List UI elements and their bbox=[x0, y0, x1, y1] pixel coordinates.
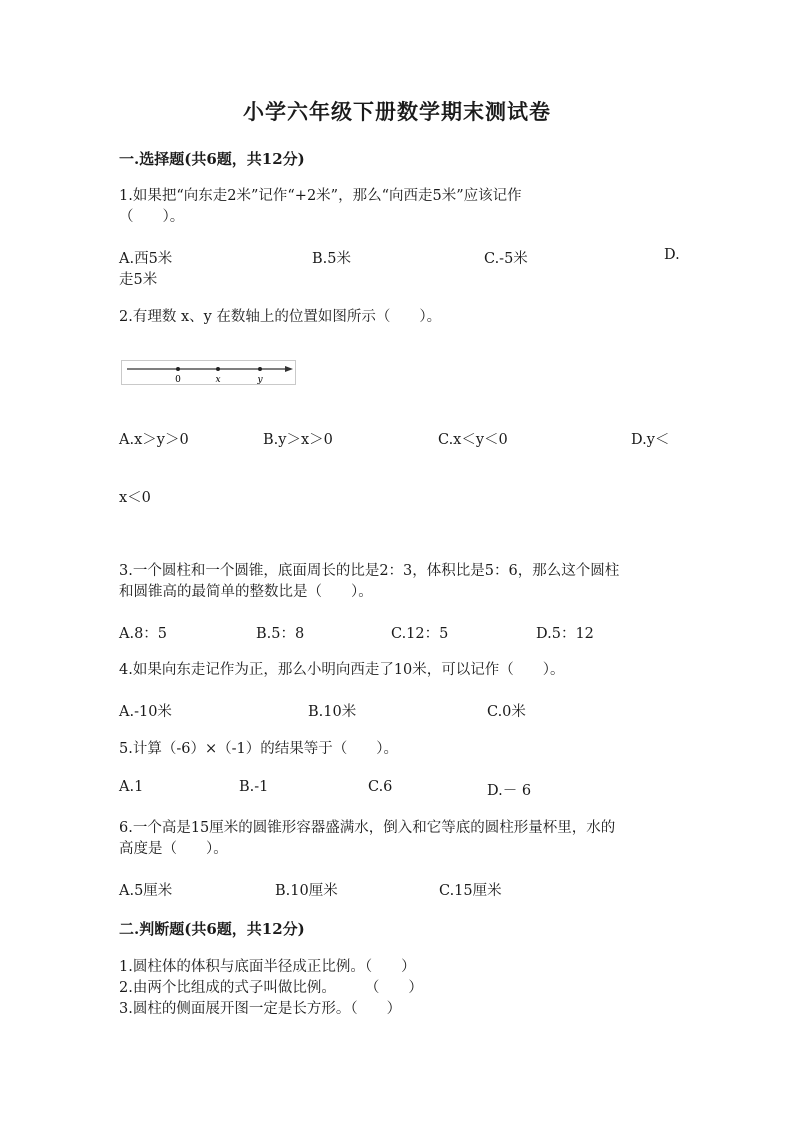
q1-option-d-continued: 走5米 bbox=[119, 272, 158, 288]
point-zero bbox=[176, 367, 180, 371]
judgement-item-3: 3.圆柱的侧面展开图一定是长方形。（ ） bbox=[119, 1001, 402, 1017]
question-3-line-2: 和圆锥高的最简单的整数比是（ ）。 bbox=[119, 584, 373, 600]
q5-option-a: A.1 bbox=[119, 779, 144, 795]
question-1-line-1: 1.如果把“向东走2米”记作“+2米”，那么“向西走5米”应该记作 bbox=[119, 188, 522, 204]
q1-option-a: A.西5米 bbox=[119, 251, 173, 267]
arrow-head-icon bbox=[285, 366, 293, 372]
q3-option-d: D.5：12 bbox=[536, 626, 594, 642]
q4-option-b: B.10米 bbox=[308, 704, 357, 720]
q4-option-a: A.-10米 bbox=[119, 704, 172, 720]
question-5-text: 5.计算（-6）×（-1）的结果等于（ ）。 bbox=[119, 741, 398, 757]
section-2-heading: 二.判断题(共6题，共12分) bbox=[119, 920, 305, 938]
question-1-line-2: （ ）。 bbox=[119, 209, 185, 225]
label-x: x bbox=[215, 375, 221, 385]
q1-option-b: B.5米 bbox=[312, 251, 351, 267]
q1-option-d: D. bbox=[664, 247, 680, 263]
question-6-line-2: 高度是（ ）。 bbox=[119, 841, 228, 857]
judgement-item-2: 2.由两个比组成的式子叫做比例。 （ ） bbox=[119, 980, 423, 996]
q6-option-a: A.5厘米 bbox=[119, 883, 173, 899]
q2-option-d: D.y＜ bbox=[631, 432, 670, 448]
q3-option-c: C.12：5 bbox=[391, 626, 449, 642]
question-4-text: 4.如果向东走记作为正，那么小明向西走了10米，可以记作（ ）。 bbox=[119, 662, 565, 678]
q6-option-b: B.10厘米 bbox=[275, 883, 338, 899]
q5-option-c: C.6 bbox=[368, 779, 393, 795]
label-y: y bbox=[257, 375, 263, 385]
q2-option-b: B.y＞x＞0 bbox=[263, 432, 333, 448]
q1-option-c: C.-5米 bbox=[484, 251, 528, 267]
q6-option-c: C.15厘米 bbox=[439, 883, 502, 899]
q5-option-b: B.-1 bbox=[239, 779, 269, 795]
page-title: 小学六年级下册数学期末测试卷 bbox=[243, 99, 551, 124]
q5-option-d: D.－ 6 bbox=[487, 783, 532, 799]
judgement-item-1: 1.圆柱体的体积与底面半径成正比例。（ ） bbox=[119, 959, 416, 975]
section-1-heading: 一.选择题(共6题，共12分) bbox=[119, 150, 305, 168]
q3-option-a: A.8：5 bbox=[119, 626, 168, 642]
q2-option-d-continued: x＜0 bbox=[119, 490, 151, 506]
point-y bbox=[258, 367, 262, 371]
question-3-line-1: 3.一个圆柱和一个圆锥，底面周长的比是2：3，体积比是5：6，那么这个圆柱 bbox=[119, 563, 620, 579]
number-line-figure bbox=[121, 360, 297, 386]
point-x bbox=[216, 367, 220, 371]
label-zero: 0 bbox=[175, 375, 181, 385]
q2-option-a: A.x＞y＞0 bbox=[119, 432, 189, 448]
figure-frame bbox=[122, 361, 296, 385]
q2-option-c: C.x＜y＜0 bbox=[438, 432, 508, 448]
question-2-text: 2.有理数 x、y 在数轴上的位置如图所示（ ）。 bbox=[119, 309, 442, 325]
q3-option-b: B.5：8 bbox=[256, 626, 305, 642]
question-6-line-1: 6.一个高是15厘米的圆锥形容器盛满水，倒入和它等底的圆柱形量杯里，水的 bbox=[119, 820, 616, 836]
q4-option-c: C.0米 bbox=[487, 704, 526, 720]
